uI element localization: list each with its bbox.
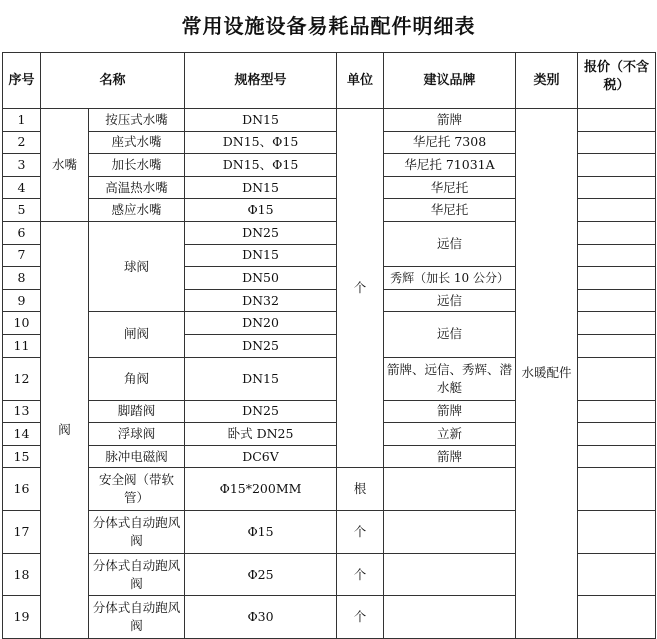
table-row [3,109,656,132]
cell-price[interactable] [578,468,656,511]
cell-spec: DN25 [185,400,337,423]
cell-brand: 秀辉（加长 10 公分） [384,267,516,290]
group-ball-valve: 球阀 [89,221,185,311]
cell-spec: DN32 [185,289,337,312]
cell-no: 13 [3,400,41,423]
cell-name: 浮球阀 [89,423,185,446]
brand-yuanxin-shared: 远信 [384,221,516,266]
cell-spec: DN15 [185,357,337,400]
cell-no: 3 [3,154,41,177]
cell-spec: Φ15*200MM [185,468,337,511]
cell-no: 1 [3,109,41,132]
cell-spec: DN25 [185,334,337,357]
cell-no: 11 [3,334,41,357]
cell-price[interactable] [578,199,656,222]
cell-brand: 远信 [384,289,516,312]
page-title: 常用设施设备易耗品配件明细表 [181,14,476,38]
cell-brand: 箭牌 [384,400,516,423]
cell-name: 分体式自动跑风阀 [89,596,185,639]
header-row [3,53,656,109]
cell-price[interactable] [578,334,656,357]
cell-name: 加长水嘴 [89,154,185,177]
cell-spec: DN15 [185,176,337,199]
cell-spec: 卧式 DN25 [185,423,337,446]
cell-brand: 箭牌 [384,109,516,132]
cell-no: 12 [3,357,41,400]
cell-brand [384,553,516,596]
cell-name: 分体式自动跑风阀 [89,511,185,554]
cell-price[interactable] [578,267,656,290]
cell-no: 8 [3,267,41,290]
cell-price[interactable] [578,553,656,596]
cell-price[interactable] [578,109,656,132]
cell-unit: 个 [337,553,384,596]
cell-name: 按压式水嘴 [89,109,185,132]
header-unit: 单位 [337,53,384,109]
cell-spec: DN20 [185,312,337,335]
cell-spec: Φ25 [185,553,337,596]
cell-brand [384,511,516,554]
cell-no: 4 [3,176,41,199]
cell-no: 5 [3,199,41,222]
cell-spec: DN15、Φ15 [185,131,337,154]
cell-no: 7 [3,244,41,267]
cell-brand: 华尼托 71031A [384,154,516,177]
cell-price[interactable] [578,400,656,423]
cell-unit: 个 [337,596,384,639]
cell-no: 17 [3,511,41,554]
cell-spec: Φ15 [185,511,337,554]
cell-spec: DC6V [185,445,337,468]
header-seq: 序号 [3,53,41,109]
group-faucet: 水嘴 [41,109,89,222]
cell-brand: 箭牌、远信、秀辉、潜水艇 [384,357,516,400]
cell-price[interactable] [578,289,656,312]
cell-brand: 箭牌 [384,445,516,468]
cell-spec: DN50 [185,267,337,290]
cell-no: 10 [3,312,41,335]
cell-price[interactable] [578,244,656,267]
cell-price[interactable] [578,511,656,554]
cell-price[interactable] [578,154,656,177]
header-category: 类别 [516,53,578,109]
cell-price[interactable] [578,312,656,335]
brand-yuanxin-shared: 远信 [384,312,516,357]
cell-unit: 根 [337,468,384,511]
cell-price[interactable] [578,131,656,154]
header-brand: 建议品牌 [384,53,516,109]
header-spec: 规格型号 [185,53,337,109]
cell-name: 脚踏阀 [89,400,185,423]
cell-brand: 华尼托 [384,176,516,199]
cell-spec: Φ30 [185,596,337,639]
cell-no: 19 [3,596,41,639]
cell-spec: DN15 [185,244,337,267]
cell-no: 18 [3,553,41,596]
cell-no: 16 [3,468,41,511]
cell-price[interactable] [578,445,656,468]
cell-name: 感应水嘴 [89,199,185,222]
cell-no: 15 [3,445,41,468]
cell-price[interactable] [578,176,656,199]
cell-price[interactable] [578,596,656,639]
cell-no: 9 [3,289,41,312]
category-shared: 水暖配件 [516,109,578,639]
cell-spec: DN15 [185,109,337,132]
cell-name: 分体式自动跑风阀 [89,553,185,596]
cell-brand: 华尼托 7308 [384,131,516,154]
cell-brand [384,596,516,639]
cell-name: 角阀 [89,357,185,400]
cell-price[interactable] [578,357,656,400]
cell-price[interactable] [578,423,656,446]
cell-no: 6 [3,221,41,244]
cell-name: 脉冲电磁阀 [89,445,185,468]
unit-shared: 个 [337,109,384,468]
cell-spec: DN25 [185,221,337,244]
cell-price[interactable] [578,221,656,244]
cell-name: 安全阀（带软管） [89,468,185,511]
header-name: 名称 [41,53,185,109]
cell-no: 2 [3,131,41,154]
cell-spec: Φ15 [185,199,337,222]
cell-spec: DN15、Φ15 [185,154,337,177]
header-price: 报价（不含税） [578,53,656,109]
group-valve: 阀 [41,221,89,638]
cell-name: 高温热水嘴 [89,176,185,199]
cell-brand: 华尼托 [384,199,516,222]
cell-name: 座式水嘴 [89,131,185,154]
group-gate-valve: 闸阀 [89,312,185,357]
cell-brand: 立新 [384,423,516,446]
cell-unit: 个 [337,511,384,554]
cell-no: 14 [3,423,41,446]
cell-brand [384,468,516,511]
parts-table [2,52,656,639]
